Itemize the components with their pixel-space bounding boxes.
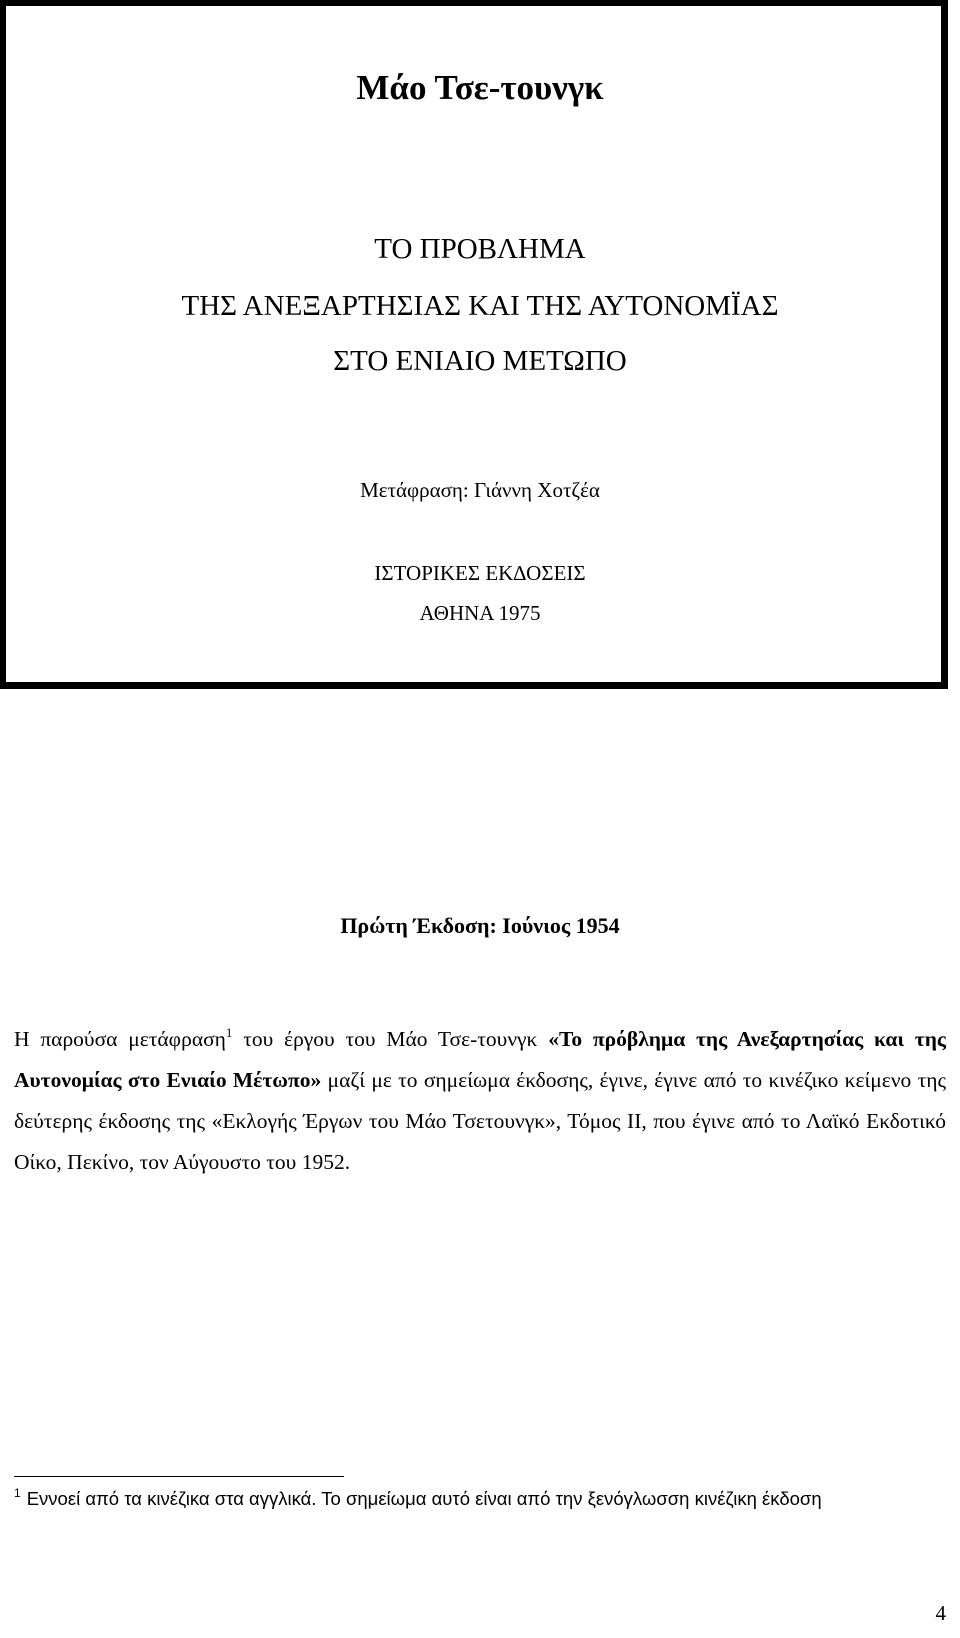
work-title-line-2: ΤΗΣ ΑΝΕΞΑΡΤΗΣΙΑΣ ΚΑΙ ΤΗΣ ΑΥΤΟΝΟΜΪΑΣ xyxy=(181,290,779,322)
edition-note-paragraph xyxy=(14,1019,946,1183)
first-edition-date: Πρώτη Έκδοση: Ιούνιος 1954 xyxy=(340,913,620,938)
work-title-line-1: ΤΟ ΠΡΟΒΛΗΜΑ xyxy=(374,233,586,265)
publication-place-year: ΑΘΗΝΑ 1975 xyxy=(419,601,541,625)
work-title-inline: «Το πρόβλημα της Ανεξαρτησίας και της Αυτονομίας στο Ενιαίο Μέτωπο» xyxy=(14,1027,946,1092)
para-text-middle: του έργου του Μάο Τσε-τουνγκ xyxy=(232,1027,549,1051)
footnote-number: 1 xyxy=(14,1486,21,1500)
work-title-line-3: ΣΤΟ ΕΝΙΑΙΟ ΜΕΤΩΠΟ xyxy=(333,345,627,377)
publisher-name: ΙΣΤΟΡΙΚΕΣ ΕΚ∆ΟΣΕΙΣ xyxy=(374,561,586,585)
footnote xyxy=(14,1485,874,1512)
author-name: Μάο Τσε-τουνγκ xyxy=(356,68,604,107)
page-number: 4 xyxy=(935,1601,946,1625)
footnote-reference[interactable]: 1 xyxy=(225,1025,233,1040)
para-text-end: μαζί με το σημείωμα έκδοσης, έγινε, έγινε από το κινέζικο κείμενο της δεύτερης έκδοσης της «Εκλογής Έργων του Μάο Τσετουνγκ», Τόμος ΙΙ, που έγινε από το Λαϊκό Εκδοτικό Οίκο, Πεκίνο, τον Αύγουστο του 1952. xyxy=(14,1068,946,1174)
footnote-separator xyxy=(14,1476,344,1477)
footnote-text: Εννοεί από τα κινέζικα στα αγγλικά. Το σημείωμα αυτό είναι από την ξενόγλωσση κινέζικη έκδοση xyxy=(26,1488,822,1509)
translator-credit: Μετάφραση: Γιάννη Χοτζέα xyxy=(360,478,600,502)
para-text-start: Η παρούσα μετάφραση xyxy=(14,1027,226,1051)
